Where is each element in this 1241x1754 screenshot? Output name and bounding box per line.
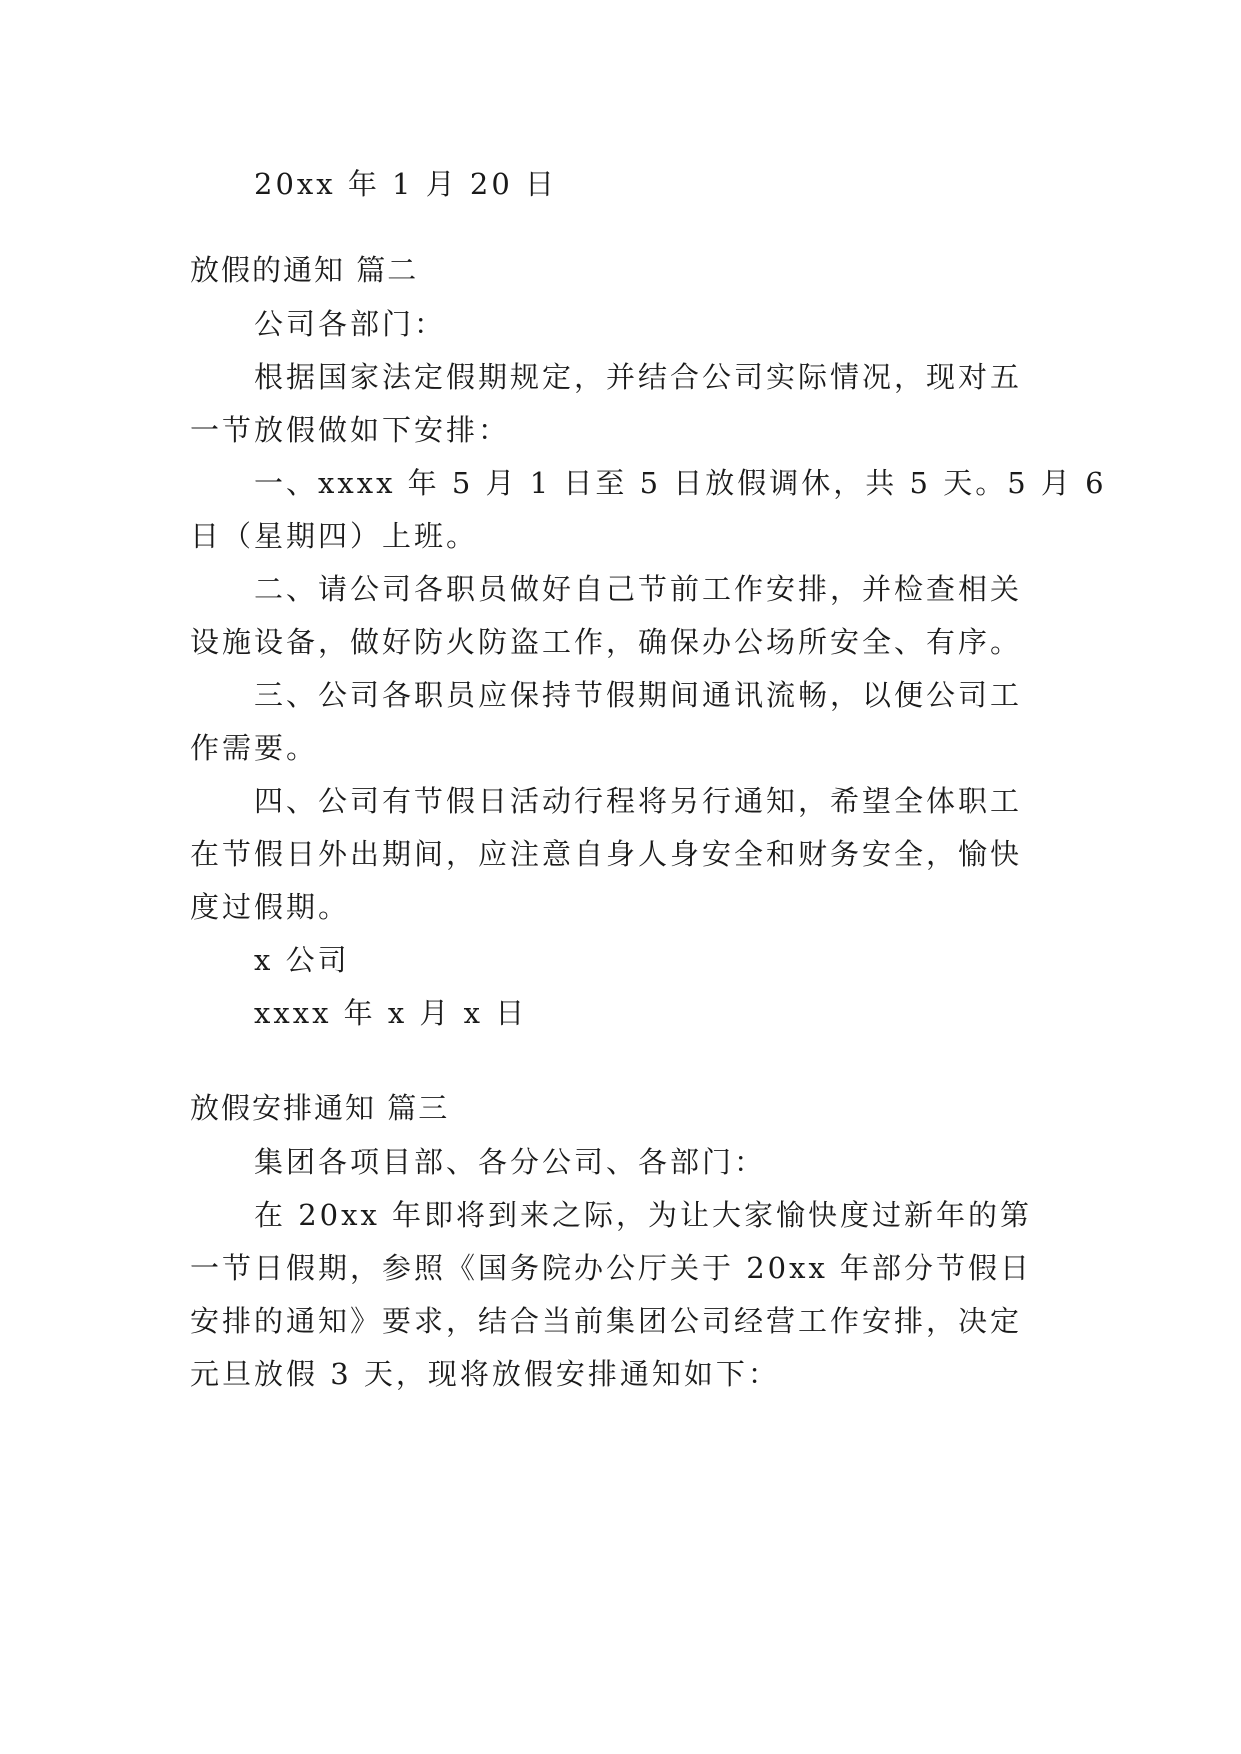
salutation: 公司各部门： (254, 307, 447, 341)
salutation: 集团各项目部、各分公司、各部门： (254, 1145, 767, 1179)
paragraph-line: 一节日假期，参照《国务院办公厅关于 20xx 年部分节假日 (190, 1251, 1033, 1285)
section-title: 放假安排通知 篇三 (190, 1091, 450, 1125)
signature: x 公司 (254, 943, 350, 977)
date-line: xxxx 年 x 月 x 日 (254, 996, 528, 1030)
paragraph-line: 根据国家法定假期规定，并结合公司实际情况，现对五 (254, 360, 1023, 394)
list-item-line: 二、请公司各职员做好自己节前工作安排，并检查相关 (254, 572, 1023, 606)
list-item-line: 作需要。 (190, 731, 319, 765)
list-item-line: 在节假日外出期间，应注意自身人身安全和财务安全，愉快 (190, 837, 1023, 871)
list-item-line: 三、公司各职员应保持节假期间通讯流畅，以便公司工 (254, 678, 1023, 712)
list-item-line: 设施设备，做好防火防盗工作，确保办公场所安全、有序。 (190, 625, 1023, 659)
paragraph-line: 在 20xx 年即将到来之际，为让大家愉快度过新年的第 (254, 1198, 1033, 1232)
list-item-line: 四、公司有节假日活动行程将另行通知，希望全体职工 (254, 784, 1023, 818)
paragraph-line: 一节放假做如下安排： (190, 413, 511, 447)
list-item-line: 度过假期。 (190, 890, 351, 924)
list-item-line: 一、xxxx 年 5 月 1 日至 5 日放假调休，共 5 天。5 月 6 (254, 466, 1107, 500)
paragraph-line: 元旦放假 3 天，现将放假安排通知如下： (190, 1357, 780, 1391)
paragraph-line: 安排的通知》要求，结合当前集团公司经营工作安排，决定 (190, 1304, 1023, 1338)
list-item-line: 日（星期四）上班。 (190, 519, 479, 553)
section-title: 放假的通知 篇二 (190, 253, 419, 287)
date-line: 20xx 年 1 月 20 日 (254, 167, 558, 201)
